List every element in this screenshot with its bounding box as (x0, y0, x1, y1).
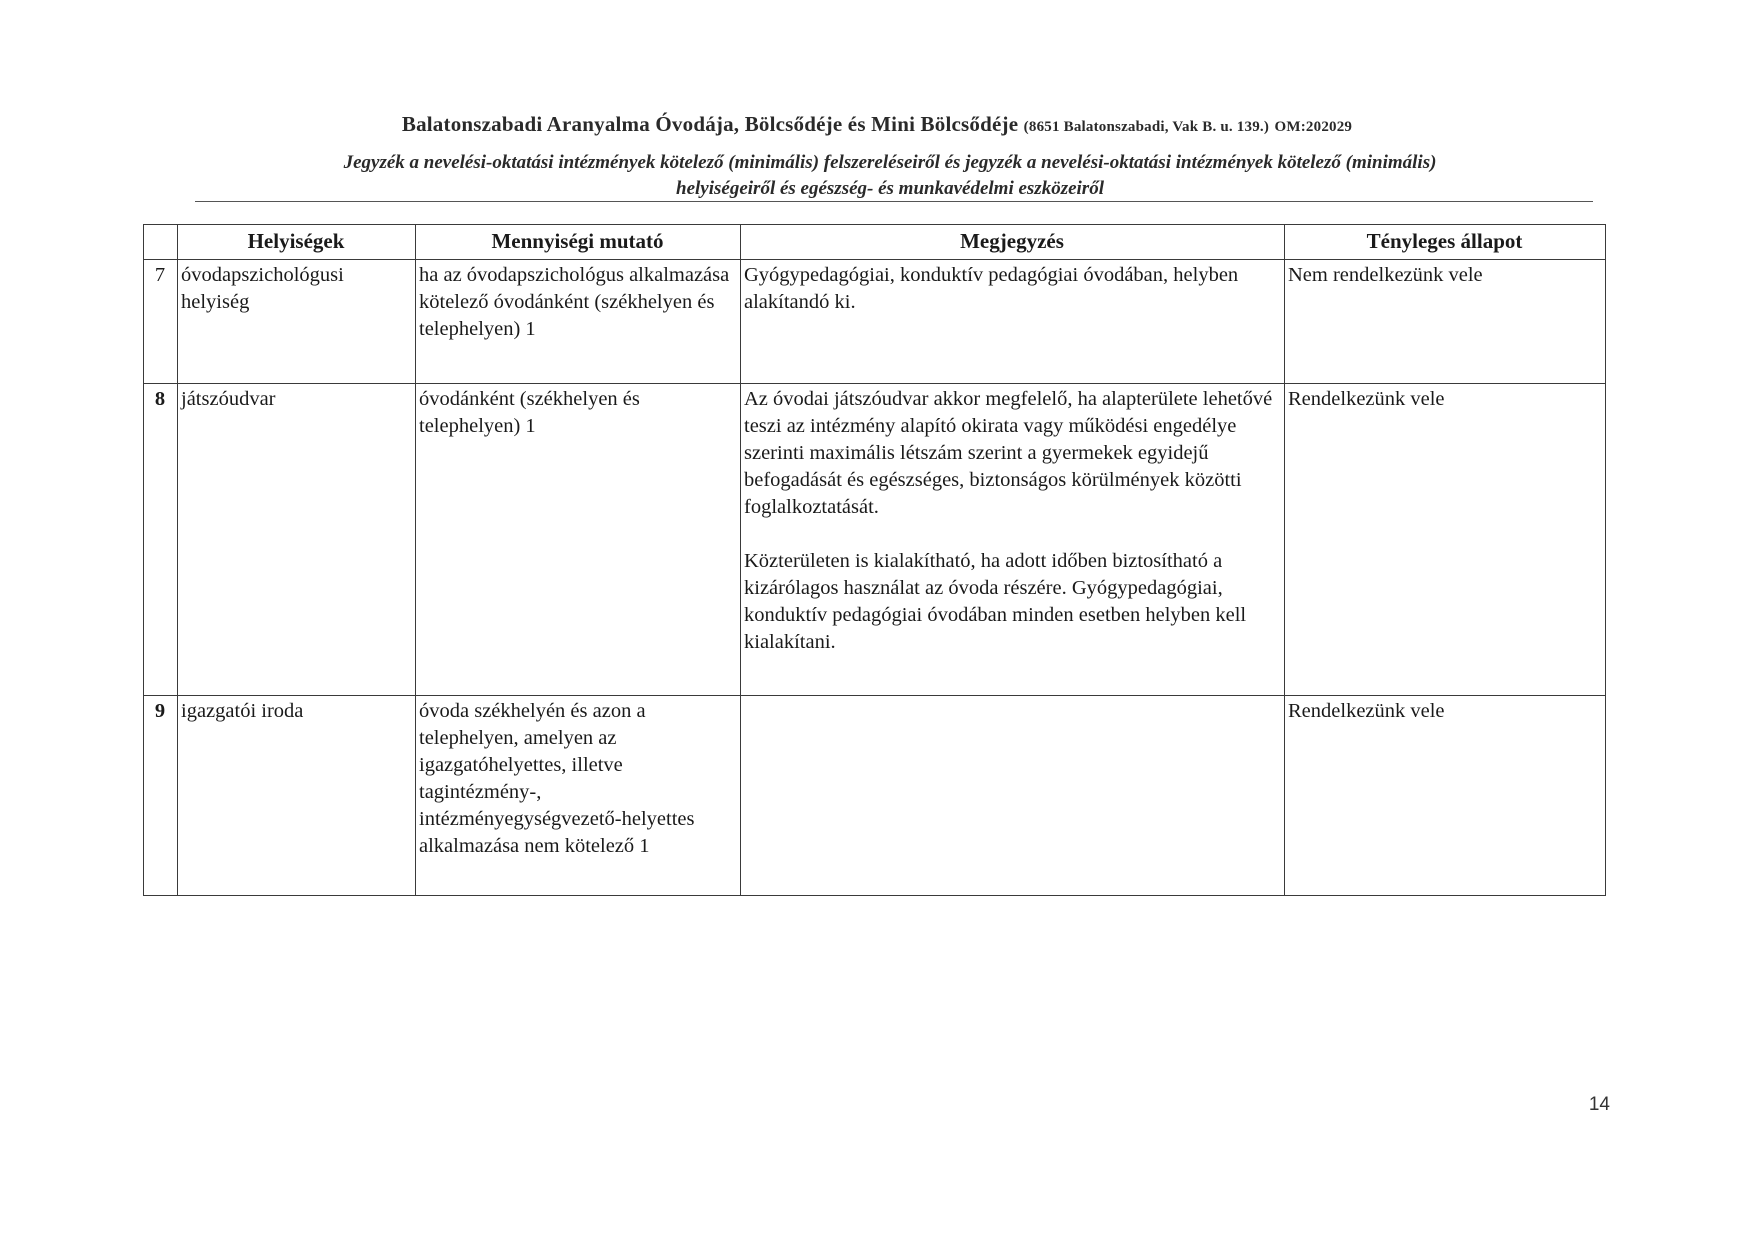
note-paragraph: Az óvodai játszóudvar akkor megfelelő, ha alapterülete lehetővé teszi az intézmény alapító okirata vagy működési engedélye szerinti maximális létszám szerint a gyermekek egyidejű befogadását és egészséges, biztonságos körülmények közötti foglalkoztatását. (744, 388, 1273, 518)
quantity-cell: óvodánként (székhelyen és telephelyen) 1 (416, 384, 741, 696)
table-header-row (144, 225, 1606, 260)
column-header-number (144, 225, 178, 260)
column-header-quantity: Mennyiségi mutató (416, 225, 741, 260)
note-cell (741, 260, 1285, 384)
quantity-cell: óvoda székhelyén és azon a telephelyen, amelyen az igazgatóhelyettes, illetve tagintézmény-, intézményegységvezető-helyettes alkalmazása nem kötelező 1 (416, 696, 741, 896)
page-number: 14 (1588, 1094, 1610, 1115)
column-header-rooms: Helyiségek (178, 225, 416, 260)
requirements-table (143, 224, 1606, 896)
column-header-note: Megjegyzés (741, 225, 1285, 260)
title-om: OM:202029 (1274, 119, 1353, 135)
title-main: Balatonszabadi Aranyalma Óvodája, Bölcsődéje és Mini Bölcsődéje (401, 112, 1019, 136)
quantity-cell: ha az óvodapszichológus alkalmazása kötelező óvodánként (székhelyen és telephelyen) 1 (416, 260, 741, 384)
table-row (144, 384, 1606, 696)
subtitle-line-1: Jegyzék a nevelési-oktatási intézmények kötelező (minimális) felszereléseiről és jegyzék a nevelési-oktatási intézmények kötelező (minimális) (343, 152, 1437, 173)
document-title (0, 112, 1754, 137)
column-header-status: Tényleges állapot (1285, 225, 1606, 260)
room-cell: óvodapszichológusi helyiség (178, 260, 416, 384)
document-subtitle (190, 150, 1590, 202)
note-cell (741, 384, 1285, 696)
paragraph-gap (744, 521, 1280, 548)
row-number: 7 (144, 260, 178, 384)
header-rule (195, 201, 1593, 202)
subtitle-line-2: helyiségeiről és egészség- és munkavédelmi eszközeiről (676, 178, 1104, 199)
table-row (144, 696, 1606, 896)
status-cell: Rendelkezünk vele (1285, 384, 1606, 696)
room-cell: játszóudvar (178, 384, 416, 696)
room-cell: igazgatói iroda (178, 696, 416, 896)
status-cell: Nem rendelkezünk vele (1285, 260, 1606, 384)
note-paragraph: Gyógypedagógiai, konduktív pedagógiai óvodában, helyben alakítandó ki. (744, 264, 1239, 313)
note-paragraph: Közterületen is kialakítható, ha adott időben biztosítható a kizárólagos használat az óvoda részére. Gyógypedagógiai, konduktív pedagógiai óvodában minden esetben helyben kell kialakítani. (744, 550, 1247, 653)
table-row (144, 260, 1606, 384)
row-number: 8 (144, 384, 178, 696)
row-number: 9 (144, 696, 178, 896)
note-cell (741, 696, 1285, 896)
status-cell: Rendelkezünk vele (1285, 696, 1606, 896)
title-address: (8651 Balatonszabadi, Vak B. u. 139.) (1023, 119, 1270, 135)
